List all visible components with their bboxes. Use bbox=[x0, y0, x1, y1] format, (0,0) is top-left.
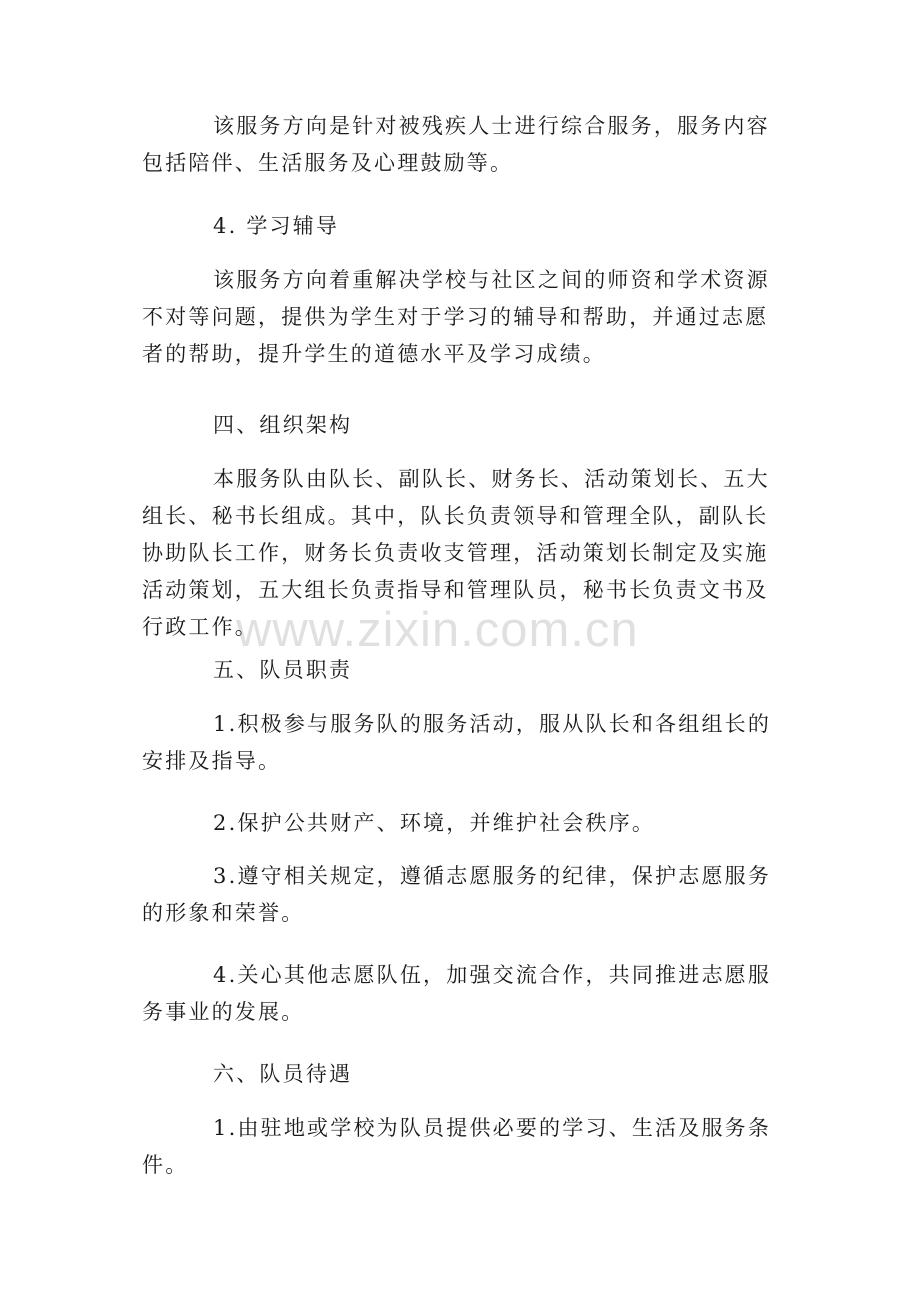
paragraph-disabled-service: 该服务方向是针对被残疾人士进行综合服务，服务内容包括陪伴、生活服务及心理鼓励等。 bbox=[142, 114, 770, 175]
heading-member-duties: 五、队员职责 bbox=[142, 658, 353, 682]
heading-study-tutoring: 4. 学习辅导 bbox=[142, 214, 340, 238]
paragraph-study-tutoring: 该服务方向着重解决学校与社区之间的师资和学术资源不对等问题，提供为学生对于学习的辅导和帮助，并通过志愿者的帮助，提升学生的道德水平及学习成绩。 bbox=[142, 268, 770, 366]
paragraph-duty-1: 1.积极参与服务队的服务活动，服从队长和各组组长的安排及指导。 bbox=[142, 712, 772, 773]
heading-member-benefits: 六、队员待遇 bbox=[142, 1062, 353, 1086]
heading-organization-structure: 四、组织架构 bbox=[142, 413, 353, 437]
paragraph-duty-3: 3.遵守相关规定，遵循志愿服务的纪律，保护志愿服务的形象和荣誉。 bbox=[142, 864, 772, 925]
paragraph-organization-structure: 本服务队由队长、副队长、财务长、活动策划长、五大组长、秘书长组成。其中，队长负责领导和管理全队，副队长协助队长工作，财务长负责收支管理，活动策划长制定及实施活动策划，五大组长负责指导和管理队员，秘书长负责文书及行政工作。 bbox=[142, 467, 770, 639]
site-watermark: www.zixin.com.cn bbox=[236, 603, 639, 657]
paragraph-duty-2: 2.保护公共财产、环境，并维护社会秩序。 bbox=[142, 811, 656, 835]
paragraph-benefit-1: 1.由驻地或学校为队员提供必要的学习、生活及服务条件。 bbox=[142, 1116, 772, 1177]
paragraph-duty-4: 4.关心其他志愿队伍，加强交流合作，共同推进志愿服务事业的发展。 bbox=[142, 963, 772, 1024]
